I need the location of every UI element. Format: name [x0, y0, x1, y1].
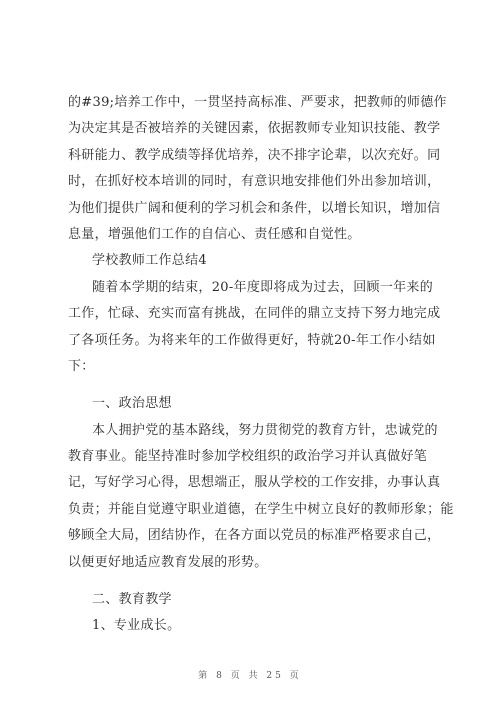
text-line: 下：	[68, 358, 95, 374]
page-footer: 第 8 页 共 25 页	[198, 671, 302, 681]
text-line: 的#39;培养工作中，一贯坚持高标准、严要求，把教师的师德作	[68, 95, 447, 110]
text-line: 记，写好学习心得，思想端正，服从学校的工作安排，办事认真	[68, 475, 441, 491]
text-line: 时，在抓好校本培训的同时，有意识地安排他们外出参加培训，	[68, 174, 441, 190]
text-line: 了各项任务。为将来年的工作做得更好，特就20-年工作小结如	[68, 332, 436, 348]
text-line: 以便更好地适应教育发展的形势。	[68, 554, 268, 570]
document-body	[68, 90, 454, 640]
text-line: 教育事业。能坚持准时参加学校组织的政治学习并认真做好笔	[68, 449, 428, 465]
text-line: 二、教育教学	[92, 592, 172, 608]
text-line: 学校教师工作总结4	[92, 253, 207, 269]
text-line: 一、政治思想	[92, 396, 172, 412]
text-line: 科研能力、教学成绩等择优培养，决不排字论辈，以次充好。同	[68, 147, 441, 163]
text-line: 1、专业成长。	[92, 618, 181, 634]
text-line: 负责；并能自觉遵守职业道德，在学生中树立良好的教师形象；能	[68, 501, 454, 517]
text-line: 随着本学期的结束，20-年度即将成为过去，回顾一年来的	[92, 279, 434, 295]
text-line: 为他们提供广阔和便利的学习机会和条件，以增长知识，增加信	[68, 200, 441, 216]
text-line: 工作，忙碌、充实而富有挑战，在同伴的鼎立支持下努力地完成	[68, 306, 441, 322]
paragraph-gap	[68, 576, 432, 587]
paragraph-gap	[68, 380, 432, 391]
text-line: 为决定其是否被培养的关键因素，依据教师专业知识技能、教学	[68, 121, 441, 137]
text-line: 本人拥护党的基本路线，努力贯彻党的教育方针，忠诚党的	[92, 422, 438, 438]
text-line: 够顾全大局，团结协作，在各方面以党员的标准严格要求自己，	[68, 528, 441, 544]
text-line: 息量，增强他们工作的自信心、责任感和自觉性。	[68, 226, 361, 242]
